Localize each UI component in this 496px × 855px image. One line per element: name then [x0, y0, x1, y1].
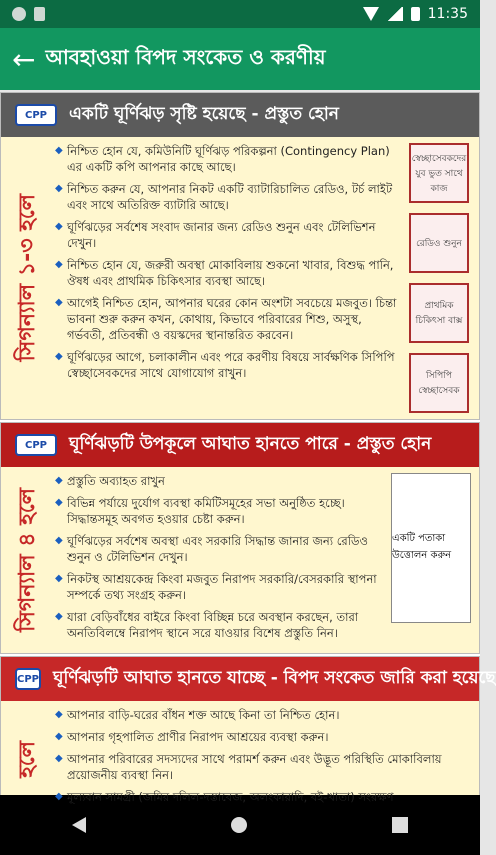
signal-label: হলে: [14, 740, 40, 778]
app-bar: [0, 28, 480, 90]
card-header-text: ঘূর্ণিঝড়টি উপকূলে আঘাত হানতে পারে - প্রস্তুত হোন: [69, 434, 432, 454]
list-item: ◆ আপনার পরিবারের সদস্যদের সাথে পরামর্শ করুন এবং উদ্ভূত পরিস্থিতি মোকাবিলায় প্রয়োজনীয় ব্যবস্থা নিন।: [55, 751, 471, 783]
list-item: ◆ আপনার বাড়ি-ঘরের বাঁধন শক্ত আছে কিনা তা নিশ্চিত হোন।: [55, 707, 471, 723]
list-item: ◆ ঘূর্ণিঝড়ের সর্বশেষ সংবাদ জানার জন্য রেডিও শুনুন এবং টেলিভিশন দেখুন।: [55, 219, 401, 251]
card-header: [1, 657, 496, 701]
flag-illustration: একটি পতাকা উত্তোলন করুন: [391, 473, 471, 623]
card-header-text: ঘূর্ণিঝড়টি আঘাত হানতে যাচ্ছে - বিপদ সংকেত জারি করা হয়েছে: [53, 668, 496, 688]
list-item: ◆ নিকটস্থ আশ্রয়কেন্দ্র কিংবা মজবুত নিরাপদ সরকারি/বেসরকারি স্থাপনা সম্পর্কে তথ্য সংগ্রহ করুন।: [55, 571, 391, 603]
list-item: ◆ নিশ্চিত হোন যে, কমিউনিটি ঘূর্ণিঝড় পরিকল্পনা (Contingency Plan) এর একটি কপি আপনার কাছে আছে।: [55, 143, 401, 175]
radio-picture: রেডিও শুনুন: [409, 213, 469, 273]
nav-back-icon[interactable]: [72, 817, 86, 833]
nav-recents-icon[interactable]: [392, 817, 408, 833]
list-item: ◆ আপনার গৃহপালিত প্রাণীর নিরাপদ আশ্রয়ের ব্যবস্থা করুন।: [55, 729, 471, 745]
app-bar-title: আবহাওয়া বিপদ সংকেত ও করণীয়: [45, 44, 326, 69]
list-item: ◆ যারা বেড়িবাঁধের বাইরে কিংবা বিচ্ছিন্ন চরে অবস্থান করছেন, তারা অনতিবিলম্বে নিরাপদ স্থানে সরে যাওয়ার বিশেষ প্রস্তুতি নিন।: [55, 609, 391, 641]
sd-card-icon: [34, 7, 45, 21]
volunteers-picture: স্বেচ্ছাসেবকদের যুব ভুত সাথে কাজ: [409, 143, 469, 203]
instruction-list: [45, 707, 471, 811]
list-item: ◆ নিশ্চিত হোন যে, জরুরী অবস্থা মোকাবিলায় শুকনো খাবার, বিশুদ্ধ পানি, ঔষধ এবং প্রাথমিক চিকিৎসার ব্যবস্থা আছে।: [55, 257, 401, 289]
content-area[interactable]: [0, 92, 496, 804]
instruction-list: [45, 473, 391, 647]
signal-label: সিগন্যাল ৪ হলে: [14, 488, 40, 632]
signal-icon: [387, 7, 403, 21]
list-item: ◆ প্রস্তুতি অব্যাহত রাখুন: [55, 473, 391, 489]
list-item: ◆ ঘূর্ণিঝড়ের আগে, চলাকালীন এবং পরে করণীয় বিষয়ে সার্বক্ষণিক সিপিপি স্বেচ্ছাসেবকদের সাথে যোগাযোগ রাখুন।: [55, 349, 401, 381]
instruction-list: [45, 143, 401, 413]
cpp-logo-icon: CPP: [15, 434, 57, 456]
nav-home-icon[interactable]: [231, 817, 247, 833]
card-header: [1, 93, 479, 137]
cpp-volunteer-picture: সিপিপি স্বেচ্ছাসেবক: [409, 353, 469, 413]
battery-icon: [411, 7, 420, 21]
list-item: ◆ বিভিন্ন পর্যায়ে দুর্যোগ ব্যবস্থা কমিটিসমূহের সভা অনুষ্ঠিত হচ্ছে। সিদ্ধান্তসমূহ অবগত হওয়ার চেষ্টা করুন।: [55, 495, 391, 527]
back-arrow-icon[interactable]: ←: [12, 42, 36, 76]
signal-label: সিগন্যাল ১-৩ হলে: [14, 194, 40, 362]
list-item: ◆ আগেই নিশ্চিত হোন, আপনার ঘরের কোন অংশটা সবচেয়ে মজবুত। চিন্তা ভাবনা শুরু করুন কখন, কোথায়, কিভাবে পরিবারের শিশু, অসুস্থ, গর্ভবতী, প্রতিবন্ধী ও বয়স্কদের স্থানান্তরিত করবেন।: [55, 295, 401, 343]
cpp-logo-icon: CPP: [15, 104, 57, 126]
card-header: [1, 423, 479, 467]
first-aid-picture: প্রাথমিক চিকিৎসা বাক্স: [409, 283, 469, 343]
card-signal-1-3: [0, 92, 480, 420]
status-bar: [0, 0, 480, 28]
card-danger-signal: [0, 656, 496, 818]
list-item: ◆ মূল্যবান সামগ্রী (জমির দলিল-দস্তাবেজ, অলংকারাদি, বই-খাতা) সংরক্ষণ: [55, 789, 471, 805]
wifi-icon: [363, 7, 379, 21]
notification-icon: [12, 7, 26, 21]
card-header-text: একটি ঘূর্ণিঝড় সৃষ্টি হয়েছে - প্রস্তুত হোন: [69, 104, 339, 124]
cpp-logo-icon: CPP: [15, 668, 41, 690]
list-item: ◆ নিশ্চিত করুন যে, আপনার নিকট একটি ব্যাটারিচালিত রেডিও, টর্চ লাইট এবং সাথে অতিরিক্ত ব্যাটারি আছে।: [55, 181, 401, 213]
status-time: 11:35: [427, 6, 468, 22]
card-signal-4: [0, 422, 480, 654]
list-item: ◆ ঘূর্ণিঝড়ের সর্বশেষ অবস্থা এবং সরকারি সিদ্ধান্ত জানার জন্য রেডিও শুনুন ও টেলিভিশন দেখুন।: [55, 533, 391, 565]
